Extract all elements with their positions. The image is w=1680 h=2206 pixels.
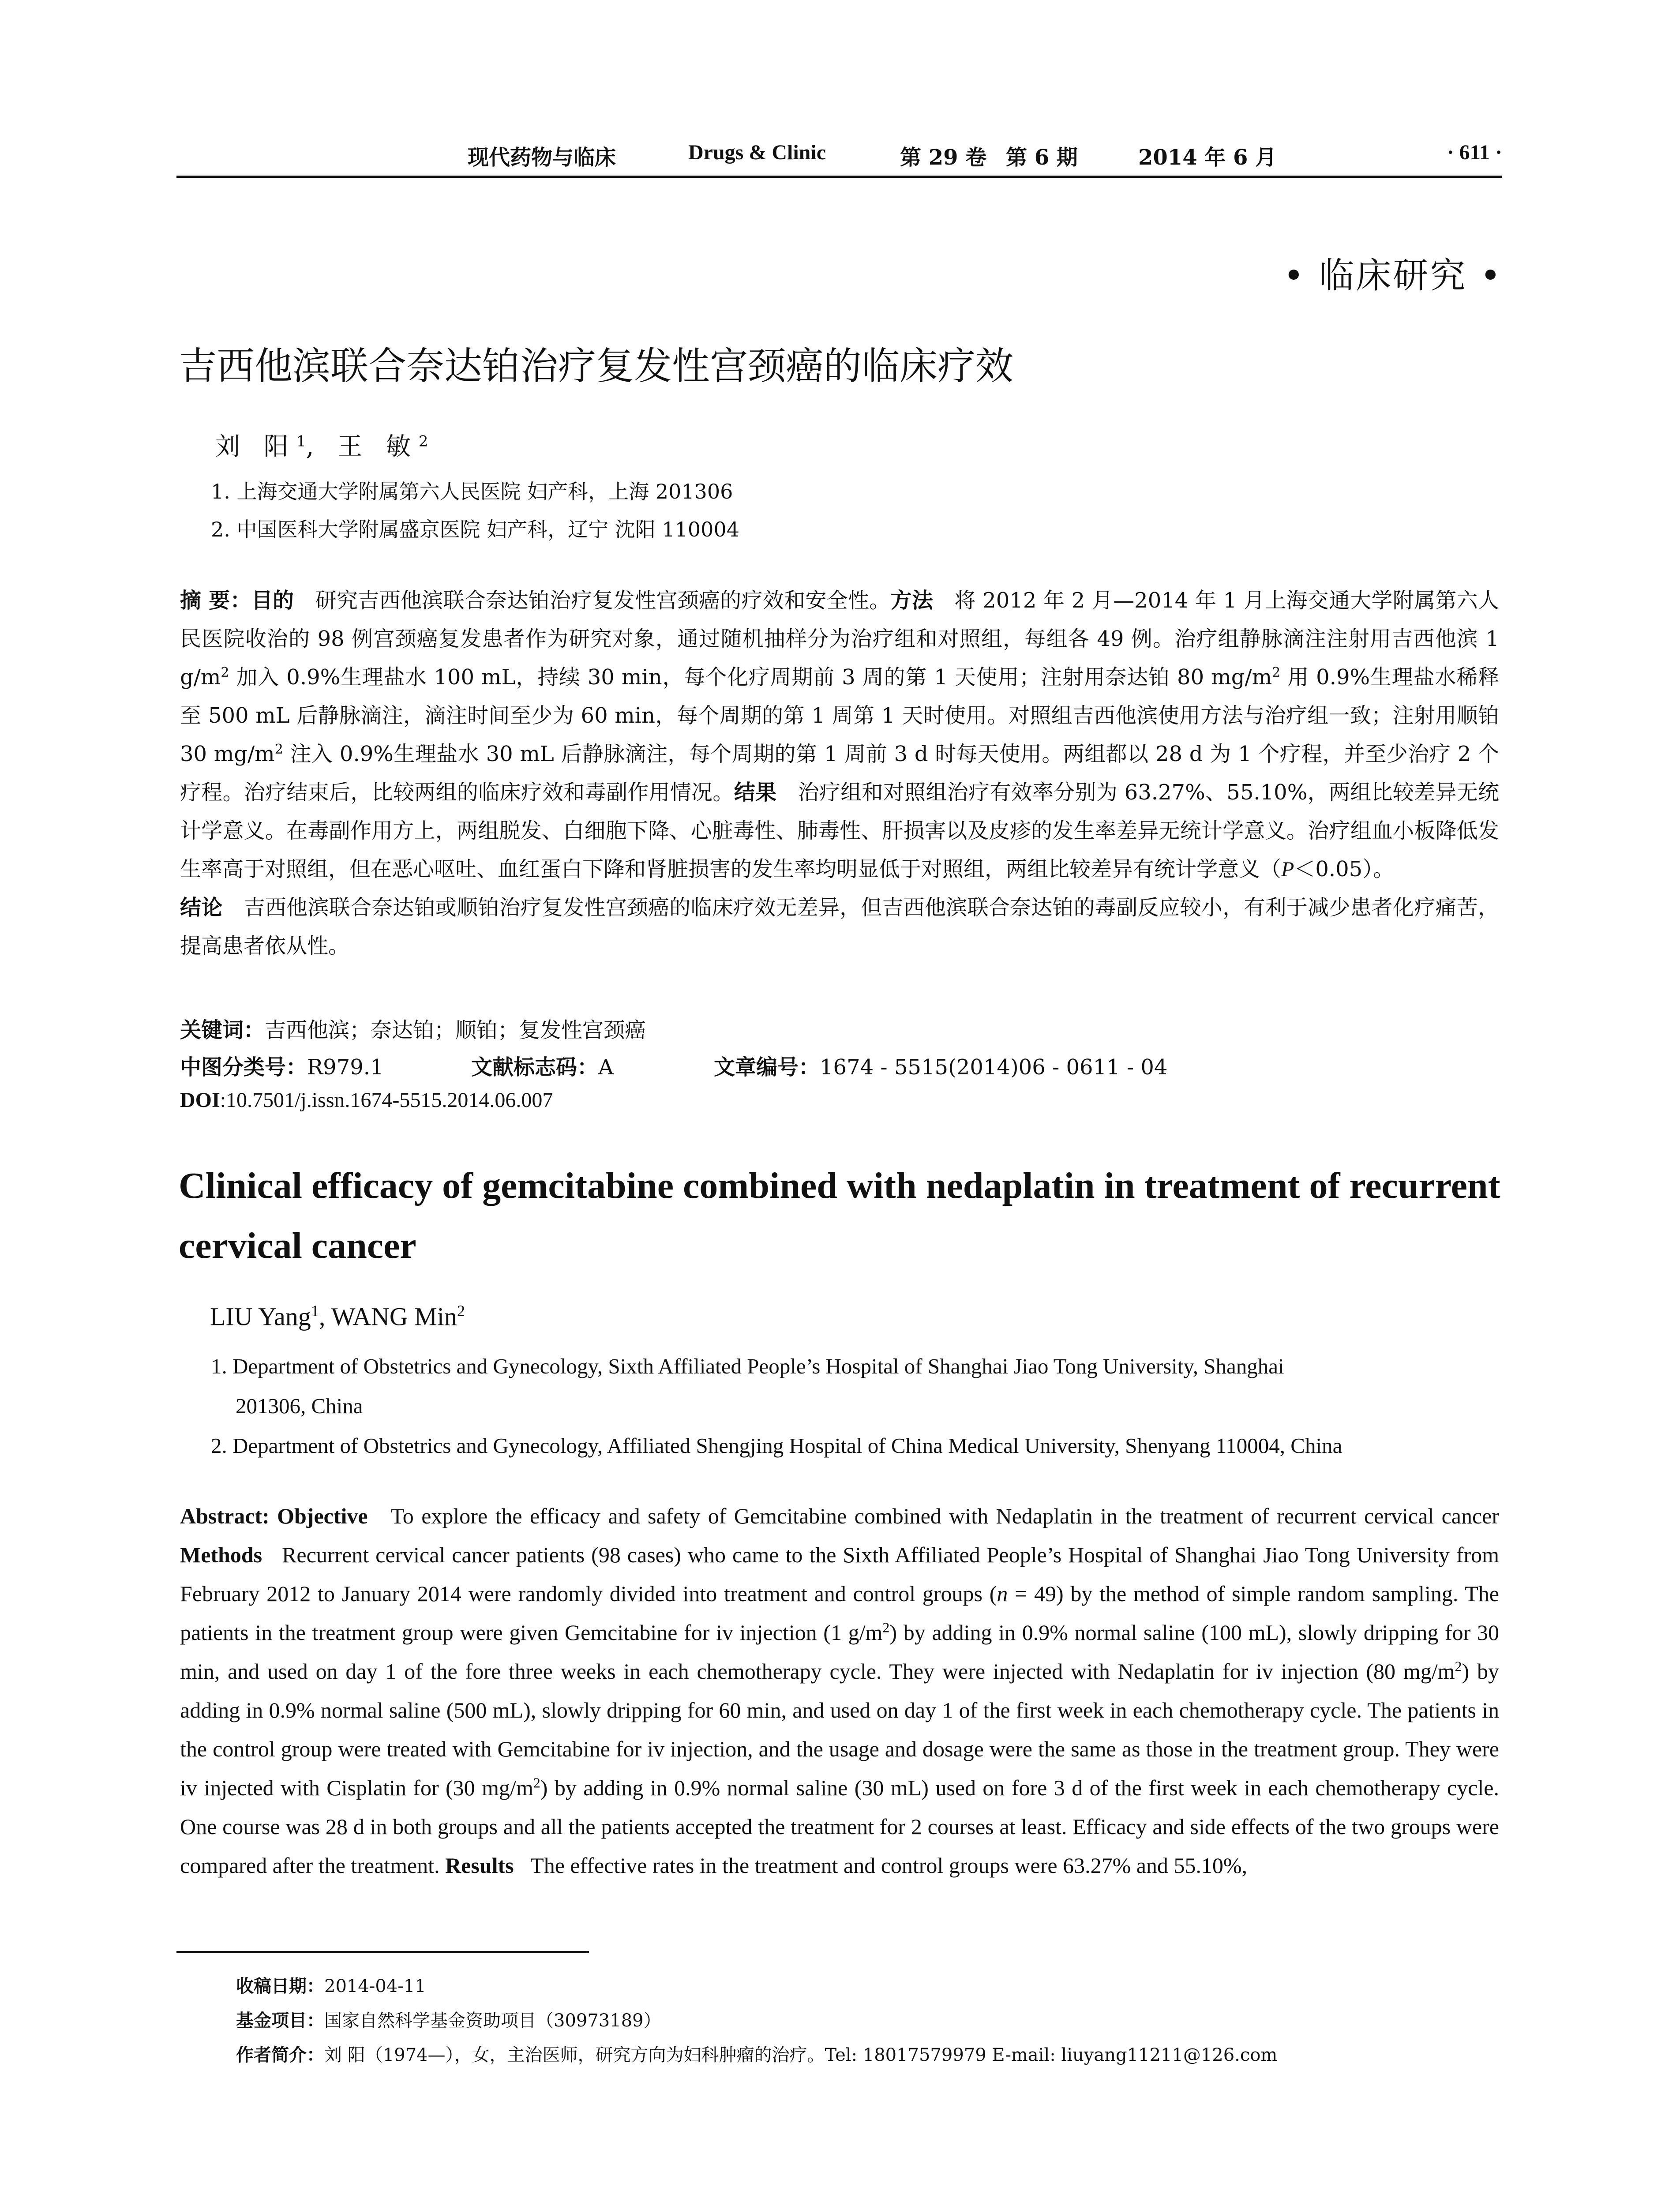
doc-code-value: A — [598, 1055, 614, 1080]
article-title-en: Clinical efficacy of gemcitabine combined with nedaplatin in treatment of recurrent cervical cancer — [179, 1165, 1500, 1266]
methods-label: Methods — [180, 1542, 262, 1567]
affiliation-cn-1: 1. 上海交通大学附属第六人民医院 妇产科，上海 201306 — [211, 480, 733, 503]
keywords-label: 关键词： — [180, 1018, 265, 1043]
affiliation-line-cont: 201306, China — [236, 1394, 363, 1418]
superscript: 2 — [533, 1775, 540, 1791]
classification-line — [180, 1050, 1499, 1080]
abstract-en — [180, 1497, 1499, 1885]
methods-text: 将 2012 年 2 月—2014 年 1 月上海交通大学附属第六人民医院收治的 98 例宫颈癌复发患者作为研究对象，通过随机抽样分为治疗组和对照组，每组各 49 例。治疗组静脉滴注注射用吉西他滨 1 g/m — [180, 588, 1499, 690]
objective-text: 研究吉西他滨联合奈达铂治疗复发性宫颈癌的疗效和安全性。 — [315, 588, 891, 613]
methods-text: 注入 0.9%生理盐水 30 mL 后静脉滴注，每个周期的第 1 周前 3 d 时每天使用。两组都以 28 d 为 1 个疗程，并至少治疗 2 个疗程。治疗结束后，比较两组的临床疗效和毒副作用情况。 — [180, 742, 1500, 805]
volume: 第 29 卷 — [900, 145, 987, 170]
abstract-label: 摘 要： — [180, 588, 251, 613]
n-symbol: n — [997, 1581, 1008, 1606]
superscript: 2 — [221, 665, 229, 680]
author-name: 王 敏 — [338, 432, 419, 461]
p-symbol: P — [1281, 858, 1294, 881]
footnote-fund — [236, 2007, 661, 2032]
keywords-cn — [180, 1013, 646, 1043]
author-bio-label: 作者简介： — [236, 2045, 324, 2065]
results-text: The effective rates in the treatment and control groups were 63.27% and 55.10%, — [530, 1853, 1248, 1878]
results-label: Results — [445, 1853, 514, 1878]
issue-date: 2014 年 6 月 — [1138, 145, 1277, 170]
doi-value: :10.7501/j.issn.1674-5515.2014.06.007 — [220, 1088, 553, 1112]
affiliation-cn-2: 2. 中国医科大学附属盛京医院 妇产科，辽宁 沈阳 110004 — [211, 518, 739, 541]
running-header — [176, 140, 1502, 172]
superscript: 2 — [274, 742, 283, 757]
methods-text: 加入 0.9%生理盐水 100 mL，持续 30 min，每个化疗周期前 3 周的第 1 天使用；注射用奈达铂 80 mg/m — [229, 665, 1272, 690]
author-name: WANG Min — [331, 1302, 457, 1331]
author-separator: , — [306, 432, 322, 461]
author-bio-value: 刘 阳（1974—），女，主治医师，研究方向为妇科肿瘤的治疗。Tel: 18017579979 E-mail: liuyang11211@126.com — [324, 2045, 1278, 2065]
page-number: · 611 · — [1447, 141, 1502, 164]
author-sup: 1 — [296, 432, 306, 450]
superscript: 2 — [1455, 1658, 1462, 1674]
doi-label: DOI — [180, 1088, 220, 1112]
abstract-objective-label: Abstract: Objective — [180, 1504, 368, 1528]
author-sup: 2 — [457, 1302, 465, 1320]
doi-line — [180, 1088, 553, 1112]
article-title-cn: 吉西他滨联合奈达铂治疗复发性宫颈癌的临床疗效 — [179, 344, 1013, 388]
objective-text: To explore the efficacy and safety of Gemcitabine combined with Nedaplatin in the treatment of recurrent cervical cancer — [390, 1504, 1500, 1528]
author-name: LIU Yang — [210, 1302, 311, 1331]
fund-value: 国家自然科学基金资助项目（30973189） — [324, 2011, 661, 2031]
author-name: 刘 阳 — [215, 432, 296, 461]
article-no-value: 1674 - 5515(2014)06 - 0611 - 04 — [820, 1055, 1168, 1080]
footnote-rule — [176, 1951, 589, 1953]
keywords-text: 吉西他滨；奈达铂；顺铂；复发性宫颈癌 — [265, 1018, 646, 1043]
author-sup: 2 — [418, 432, 428, 450]
received-value: 2014-04-11 — [324, 1976, 426, 1996]
conclusion-text: 吉西他滨联合奈达铂或顺铂治疗复发性宫颈癌的临床疗效无差异，但吉西他滨联合奈达铂的毒副反应较小，有利于减少患者化疗痛苦，提高患者依从性。 — [180, 895, 1499, 958]
methods-text: 用 0.9%生理盐水稀释至 500 mL 后静脉滴注，滴注时间至少为 60 min，每个周期的第 1 周第 1 天时使用。对照组吉西他滨使用方法与治疗组一致；注射用顺铂 30 mg/m — [180, 665, 1500, 766]
header-rule — [176, 176, 1502, 178]
methods-text: Recurrent cervical cancer patients (98 cases) who came to the Sixth Affiliated People’s Hospital of Shanghai Jiao Tong University from February 2012 to January 2014 were randomly divided into treatment and control groups ( — [180, 1542, 1499, 1606]
issue: 第 6 期 — [1006, 145, 1078, 170]
results-text: 治疗组和对照组治疗有效率分别为 63.27%、55.10%，两组比较差异无统计学意义。在毒副作用方上，两组脱发、白细胞下降、心脏毒性、肺毒性、肝损害以及皮疹的发生率差异无统计学意义。治疗组血小板降低发生率高于对照组，但在恶心呕吐、血红蛋白下降和肾脏损害的发生率均明显低于对照组，两组比较差异有统计学意义（ — [180, 780, 1499, 882]
results-label: 结果 — [734, 780, 777, 805]
clc-value: R979.1 — [307, 1055, 384, 1080]
methods-text: ) by adding in 0.9% normal saline (30 mL) used on fore 3 d of the first week in each chemotherapy cycle. One course was 28 d in both groups and all the patients accepted the treatment for 2 courses at least. Efficacy and side effects of the two groups were compared after the treatment. — [180, 1775, 1499, 1878]
author-separator: , — [319, 1302, 331, 1331]
abstract-cn — [180, 582, 1499, 965]
results-text: ＜0.05）。 — [1294, 857, 1395, 882]
authors-cn — [215, 427, 428, 462]
received-label: 收稿日期： — [236, 1976, 324, 1996]
fund-label: 基金项目： — [236, 2011, 324, 2031]
methods-text: ) by adding in 0.9% normal saline (500 mL), slowly dripping for 60 min, and used on day 1 of the first week in each chemotherapy cycle. The patients in the control group were treated with Gemcitabine for iv injection, and the usage and dosage were the same as those in the treatment group. They were iv injected with Cisplatin for (30 mg/m — [180, 1659, 1499, 1800]
footnote-received — [236, 1972, 426, 1997]
affiliation-en-2: 2. Department of Obstetrics and Gynecology, Affiliated Shengjing Hospital of China Medical University, Shenyang 110004, China — [211, 1433, 1342, 1458]
methods-label: 方法 — [890, 588, 934, 613]
clc-label: 中图分类号： — [180, 1055, 308, 1080]
objective-label: 目的 — [251, 588, 294, 613]
superscript: 2 — [882, 1619, 890, 1636]
conclusion-label: 结论 — [180, 895, 223, 920]
affiliation-line: 1. Department of Obstetrics and Gynecology, Sixth Affiliated People’s Hospital of Shanghai Jiao Tong University, Shanghai — [211, 1354, 1284, 1378]
methods-text: ) by adding in 0.9% normal saline (100 mL), slowly dripping for 30 min, and used on day 1 of the fore three weeks in each chemotherapy cycle. They were injected with Nedaplatin for iv injection (80 mg/m — [180, 1620, 1499, 1684]
journal-name-cn: 现代药物与临床 — [468, 145, 616, 170]
author-sup: 1 — [311, 1302, 319, 1320]
affiliation-en-1 — [211, 1347, 1501, 1426]
article-no-label: 文章编号： — [714, 1055, 820, 1080]
journal-name-en: Drugs & Clinic — [688, 141, 826, 164]
superscript: 2 — [1272, 665, 1281, 680]
footnote-author — [236, 2041, 1277, 2066]
doc-code-label: 文献标志码： — [471, 1055, 599, 1080]
authors-en — [210, 1302, 465, 1331]
methods-text: = 49) by the method of simple random sampling. The patients in the treatment group were given Gemcitabine for iv injection (1 g/m — [180, 1581, 1499, 1645]
section-label: • 临床研究 • — [1283, 255, 1503, 296]
